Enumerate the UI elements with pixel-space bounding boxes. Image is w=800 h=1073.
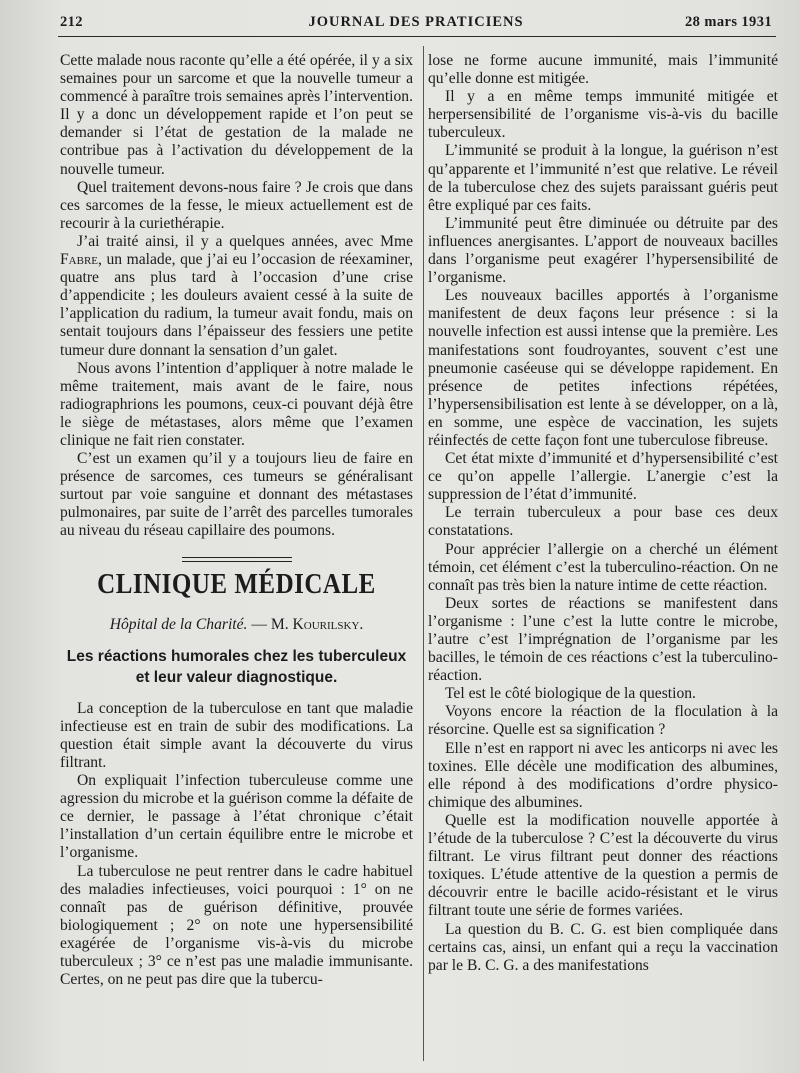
paragraph: Nous avons l’intention d’appliquer à notre malade le même traitement, mais avant de le faire, nous radiographrions les poumons, ceux-ci pouvant déjà être le siège de métastases, alors même que l’examen clinique ne fait rien constater. xyxy=(60,359,413,449)
paragraph: Cette malade nous raconte qu’elle a été opérée, il y a six semaines pour un sarcome et que la nouvelle tumeur a commencé à paraître trois semaines après l’intervention. Il y a donc un développement rapide et l’on peut se demander si l’état de gestation de la malade ne contribue pas à l’activation du développement de la nouvelle tumeur. xyxy=(60,52,413,178)
paragraph: Deux sortes de réactions se manifestent dans l’organisme : l’une c’est la lutte contre le microbe, l’autre c’est l’imprégnation de l’organisme par les bacilles, le témoin de ces réactions c’est la tuberculino-réaction. xyxy=(428,594,778,685)
paragraph: Cet état mixte d’immunité et d’hypersensibilité c’est ce qu’on appelle l’allergie. L’anergie c’est la suppression de l’état d’immunité. xyxy=(428,450,778,504)
paragraph: Quelle est la modification nouvelle apportée à l’étude de la tuberculose ? C’est la découverte du virus filtrant. Le virus filtrant peut donner des réactions toxiques. L’étude attentive de la question a permis de découvrir entre le bacille acido-résistant et le virus filtrant toute une série de formes variées. xyxy=(428,811,778,920)
hospital-byline xyxy=(60,616,413,634)
article-title: Les réactions humorales chez les tuberculeux et leur valeur diagnostique. xyxy=(66,647,407,686)
hospital-name: Hôpital de la Charité. xyxy=(109,615,248,633)
author-name: — M. Kourilsky. xyxy=(251,615,364,633)
paragraph: Elle n’est en rapport ni avec les anticorps ni avec les toxines. Elle décèle une modification des albumines, elle répond à des modifications d’ordre physico-chimique des albumines. xyxy=(428,739,778,811)
paragraph: Le terrain tuberculeux a pour base ces deux constatations. xyxy=(428,504,778,540)
left-column xyxy=(60,52,413,989)
paragraph: L’immunité peut être diminuée ou détruite par des influences anergisantes. L’apport de nouveaux bacilles dans l’organisme peut exagérer l’hypersensibilité de l’organisme. xyxy=(428,214,778,287)
paragraph: Les nouveaux bacilles apportés à l’organisme manifestent de deux façons leur présence : si la nouvelle infection est aussi intense que la première. Les manifestations sont foudroyantes, souvent c’est une pneumonie caséeuse qui se développe rapidement. En présence de petites infections répétées, l’hypersensibilisation est lente à se développer, on a là, en somme, une espèce de vaccination, les sujets réinfectés de cette façon font une tuberculose fibreuse. xyxy=(428,287,778,449)
paragraph: L’immunité se produit à la longue, la guérison n’est qu’apparente et l’immunité n’est que relative. Le réveil de la tuberculose chez des sujets paraissant guéris peut être expliqué par ces faits. xyxy=(428,142,778,214)
right-column xyxy=(428,52,778,975)
paragraph: On expliquait l’infection tuberculeuse comme une agression du microbe et la guérison comme la défaite de ce dernier, le passage à l’état chronique c’était l’installation d’un certain équilibre entre le microbe et l’organisme. xyxy=(60,772,413,862)
paragraph: lose ne forme aucune immunité, mais l’immunité qu’elle donne est mitigée. xyxy=(428,52,778,88)
paragraph: Pour apprécier l’allergie on a cherché un élément témoin, cet élément c’est la tuberculino-réaction. On ne connaît pas très bien la nature intime de cette réaction. xyxy=(428,540,778,594)
person-name: Fabre xyxy=(60,251,99,269)
paragraph: La tuberculose ne peut rentrer dans le cadre habituel des maladies infectieuses, voici pourquoi : 1° on ne connaît pas de guérison définitive, prouvée biologiquement ; 2° on note une hypersensibilité exagérée de l’organisme vis-à-vis du microbe tuberculeux ; 3° ce n’est pas une maladie immunisante. Certes, on ne peut pas dire que la tubercu- xyxy=(60,862,413,989)
header-rule xyxy=(58,36,776,37)
paragraph-text: J’ai traité ainsi, il y a quelques années, avec Mme xyxy=(77,232,413,250)
section-separator xyxy=(182,557,292,562)
section-title: CLINIQUE MÉDICALE xyxy=(97,568,376,600)
paragraph xyxy=(60,233,413,360)
paragraph: Voyons encore la réaction de la floculation à la résorcine. Quelle est sa signification ? xyxy=(428,703,778,739)
paragraph: C’est un examen qu’il y a toujours lieu de faire en présence de sarcomes, ces tumeurs se généralisant surtout par voie sanguine et donnant des métastases pulmonaires, par suite de l’arrêt des parcelles tumorales au niveau du réseau capillaire des poumons. xyxy=(60,450,413,540)
column-divider xyxy=(423,46,424,1061)
paragraph: La conception de la tuberculose en tant que maladie infectieuse est en train de subir des modifications. La question était simple avant la découverte du virus filtrant. xyxy=(60,699,413,771)
paragraph: La question du B. C. G. est bien compliquée dans certains cas, ainsi, un enfant qui a reçu la vaccination par le B. C. G. a des manifestations xyxy=(428,920,778,974)
page-number: 212 xyxy=(60,14,83,30)
issue-date: 28 mars 1931 xyxy=(685,14,772,30)
paragraph: Tel est le côté biologique de la question. xyxy=(445,685,696,703)
journal-title: JOURNAL DES PRATICIENS xyxy=(308,14,524,30)
paragraph: Il y a en même temps immunité mitigée et herpersensibilité de l’organisme vis-à-vis du bacille tuberculeux. xyxy=(428,88,778,142)
paragraph: Quel traitement devons-nous faire ? Je crois que dans ces sarcomes de la fesse, le mieux actuellement est de recourir à la curiethérapie. xyxy=(60,178,413,232)
paragraph-text: , un malade, que j’ai eu l’occasion de réexaminer, quatre ans plus tard à l’occasion d’une crise d’appendicite ; les douleurs avaient cessé à la suite de l’application du radium, la tumeur avait fondu, mais on sentait toujours dans l’épaisseur des fessiers une petite tumeur dure donnant la sensation d’un galet. xyxy=(60,251,413,359)
running-header xyxy=(60,14,772,36)
